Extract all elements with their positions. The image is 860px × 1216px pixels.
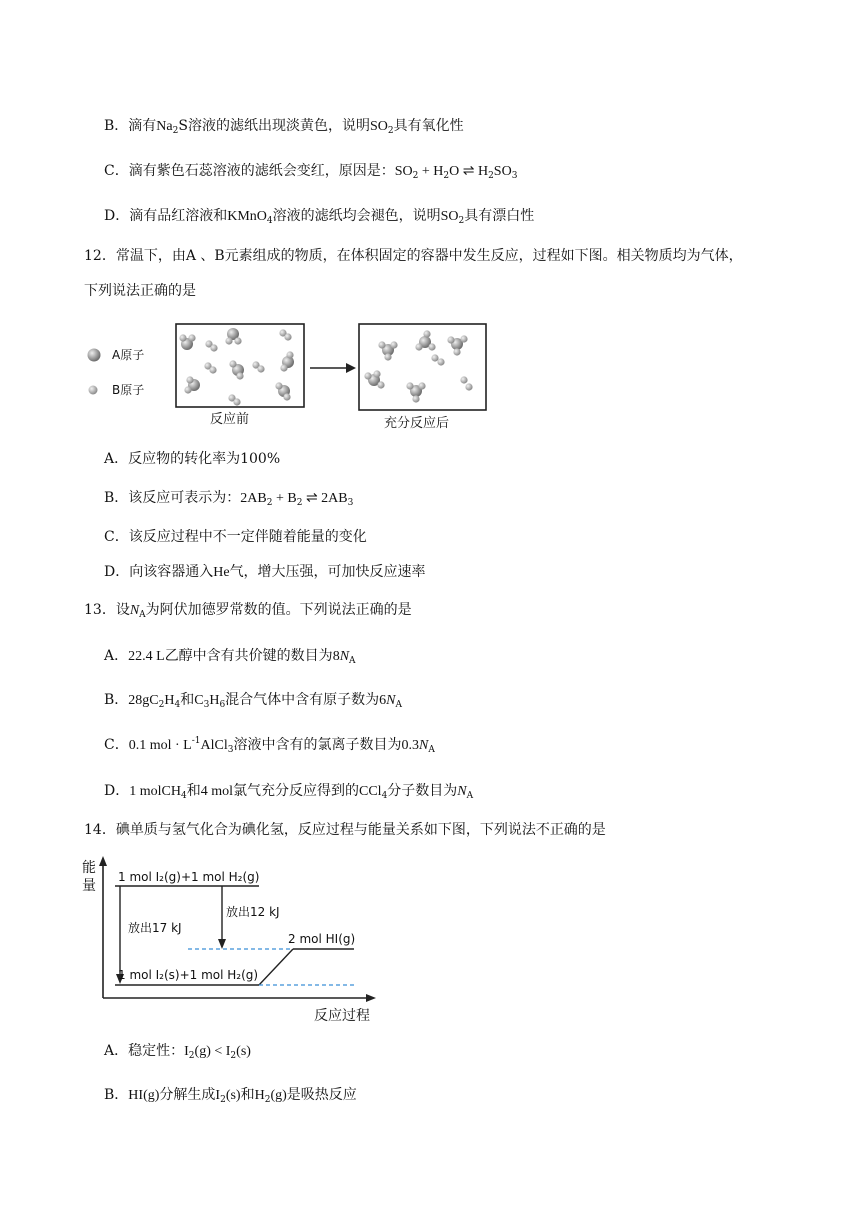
- transition-line: [259, 949, 293, 985]
- formula: KMnO: [227, 209, 267, 224]
- level-top-label: 1 mol I₂(g)+1 mol H₂(g): [118, 870, 260, 884]
- text: S溶液的滤纸出现淡黄色，说明: [178, 118, 370, 134]
- q12-stem-line-2: 下列说法正确的是: [84, 283, 196, 299]
- y-axis-label-1: 能: [82, 860, 96, 876]
- formula: SO: [493, 164, 512, 179]
- formula: I: [215, 1088, 221, 1103]
- subscript: 2: [443, 171, 450, 181]
- q13-option-d: [104, 781, 473, 802]
- formula: He: [213, 565, 230, 580]
- legend-a-label: A原子: [112, 348, 145, 362]
- y-axis-arrow-icon: [99, 856, 107, 866]
- text: 和: [186, 783, 201, 799]
- release-12-label: 放出12 kJ: [226, 905, 280, 919]
- text: 具有氧化性: [393, 118, 464, 134]
- q12-option-b: [104, 488, 353, 509]
- q12-stem-line-1: 12．常温下，由A 、B元素组成的物质，在体积固定的容器中发生反应，过程如下图。相关物质均为气体，: [84, 248, 743, 264]
- formula: SO: [440, 209, 459, 224]
- before-molecules: [179, 328, 294, 406]
- text: 气，增大压强，可加快反应速率: [229, 564, 426, 580]
- formula: (s): [236, 1044, 251, 1059]
- text: 溶液中含有的氯离子数目为: [233, 737, 402, 753]
- text: 为阿伏加德罗常数的值。下列说法正确的是: [145, 602, 412, 618]
- subscript: 4: [266, 216, 273, 226]
- subscript: A: [349, 656, 356, 666]
- subscript: 2: [488, 171, 494, 181]
- formula: + B: [272, 491, 297, 506]
- release-12-arrow-head: [218, 939, 226, 949]
- superscript: -1: [191, 736, 201, 746]
- text: C．滴有紫色石蕊溶液的滤纸会变红，原因是：: [104, 163, 395, 179]
- formula: 1 molCH: [129, 784, 181, 799]
- formula: 4 mol: [200, 784, 233, 799]
- q11-option-c: [104, 161, 517, 182]
- subscript: 3: [203, 700, 210, 710]
- text: 乙醇中含有共价键的数目为: [164, 648, 333, 664]
- q12-option-c: C．该反应过程中不一定伴随着能量的变化: [104, 529, 367, 545]
- subscript: 2: [264, 1095, 271, 1105]
- legend-a-atom-icon: [88, 349, 101, 362]
- level-bottom-label: 1 mol I₂(s)+1 mol H₂(g): [118, 968, 259, 982]
- q14-energy-diagram: [78, 852, 388, 1028]
- subscript: 2: [296, 498, 303, 508]
- subscript: A: [428, 745, 435, 755]
- level-hi-label: 2 mol HI(g): [288, 932, 356, 946]
- subscript: 2: [188, 1051, 195, 1061]
- formula: H: [254, 1088, 265, 1103]
- text: 溶液的滤纸均会褪色，说明: [272, 208, 441, 224]
- formula: I: [184, 1044, 189, 1059]
- caption-before: 反应前: [210, 412, 250, 427]
- subscript: 2: [230, 1051, 237, 1061]
- formula: N: [386, 693, 396, 708]
- text: D．向该容器通入: [104, 564, 214, 580]
- q14-option-a: [104, 1041, 251, 1062]
- legend-b-label: B原子: [112, 383, 145, 397]
- formula: SO: [394, 164, 413, 179]
- subscript: A: [139, 610, 146, 620]
- subscript: 3: [511, 171, 518, 181]
- formula: 8: [332, 649, 340, 664]
- q12-option-d: [104, 562, 426, 583]
- text: 分解生成: [159, 1087, 216, 1103]
- legend-b-atom-icon: [89, 386, 98, 395]
- formula: N: [457, 784, 467, 799]
- subscript: 2: [172, 126, 179, 136]
- formula: AlCl: [200, 738, 228, 753]
- formula: 0.1 mol · L: [128, 738, 192, 753]
- formula: N: [129, 603, 140, 618]
- text: D．滴有品红溶液和: [104, 208, 228, 224]
- formula: N: [418, 738, 429, 753]
- text: 混合气体中含有原子数为: [225, 692, 380, 708]
- q13-stem: [84, 600, 412, 621]
- q13-option-a: [104, 646, 356, 667]
- subscript: 2: [458, 216, 465, 226]
- text: 分子数目为: [387, 783, 458, 799]
- subscript: 2: [412, 171, 419, 181]
- text: A．稳定性：: [104, 1043, 185, 1059]
- text: B．: [104, 1087, 129, 1103]
- q13-option-c: [104, 735, 435, 756]
- q11-option-d: [104, 206, 534, 227]
- formula: CCl: [358, 784, 382, 799]
- subscript: 4: [174, 700, 181, 710]
- text: D．: [104, 783, 130, 799]
- x-axis-arrow-icon: [366, 994, 376, 1002]
- reaction-arrow-head: [346, 363, 356, 373]
- subscript: 3: [227, 745, 234, 755]
- formula: N: [339, 649, 350, 664]
- formula: H: [209, 693, 220, 708]
- formula: C: [194, 693, 204, 708]
- text: 和: [180, 692, 195, 708]
- subscript: 2: [266, 498, 273, 508]
- formula: 22.4 L: [128, 649, 165, 664]
- q14-option-b: [104, 1085, 357, 1106]
- formula: 28gC: [128, 693, 159, 708]
- q12-option-a: A．反应物的转化率为100%: [104, 451, 281, 467]
- subscript: A: [466, 791, 474, 801]
- formula: H: [164, 693, 175, 708]
- text: 是吸热反应: [286, 1087, 357, 1103]
- subscript: 2: [387, 126, 394, 136]
- text: C．: [104, 737, 129, 753]
- text: B．滴有: [104, 118, 157, 134]
- text: 具有漂白性: [464, 208, 535, 224]
- formula: + H: [418, 164, 444, 179]
- subscript: 3: [347, 498, 354, 508]
- y-axis-label-2: 量: [82, 878, 96, 894]
- subscript: 2: [158, 700, 165, 710]
- text: A．: [104, 648, 129, 664]
- formula: ⇌ 2AB: [302, 491, 348, 506]
- x-axis-label: 反应过程: [314, 1008, 370, 1024]
- text: 和: [240, 1087, 255, 1103]
- formula: O ⇌ H: [449, 164, 489, 179]
- subscript: A: [395, 700, 403, 710]
- formula: 6: [379, 693, 387, 708]
- q11-option-b: [104, 116, 464, 137]
- text: B．该反应可表示为：: [104, 490, 241, 506]
- text: B．: [104, 692, 129, 708]
- formula: (s): [225, 1088, 241, 1103]
- subscript: 4: [381, 791, 388, 801]
- formula: HI(g): [128, 1088, 160, 1103]
- formula: Na: [156, 119, 173, 134]
- formula: 0.3: [401, 738, 419, 753]
- subscript: 6: [219, 700, 226, 710]
- formula: SO: [369, 119, 388, 134]
- text: 氯气充分反应得到的: [232, 783, 359, 799]
- text: 13．设: [84, 602, 130, 618]
- q13-option-b: [104, 690, 402, 711]
- caption-after: 充分反应后: [384, 416, 450, 431]
- release-17-label: 放出17 kJ: [128, 921, 182, 935]
- formula: (g) < I: [194, 1044, 231, 1059]
- subscript: 2: [220, 1095, 226, 1105]
- formula: 2AB: [240, 491, 267, 506]
- q14-stem: 14．碘单质与氢气化合为碘化氢，反应过程与能量关系如下图，下列说法不正确的是: [84, 822, 606, 838]
- after-molecules: [364, 330, 472, 402]
- formula: (g): [270, 1088, 287, 1103]
- subscript: 4: [180, 791, 187, 801]
